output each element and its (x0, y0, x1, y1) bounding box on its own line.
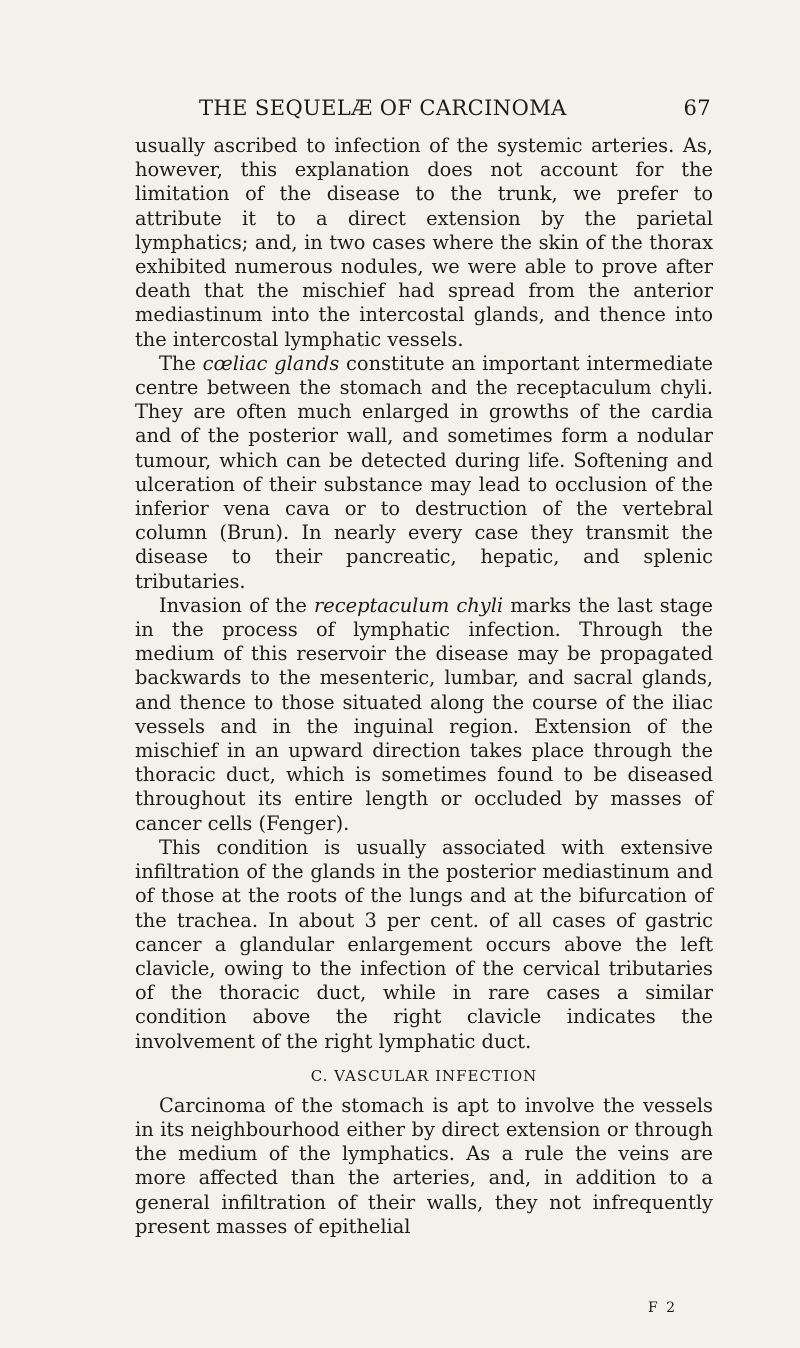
body-text (135, 134, 713, 1239)
running-title: THE SEQUELÆ OF CARCINOMA (199, 96, 567, 120)
receptaculum-chyli-term: receptaculum chyli (313, 593, 504, 617)
paragraph-3-rest: marks the last stage in the process of lymphatic infection. Through the medium of this reservoir the disease may be propagated backwards to the mesenteric, lumbar, and sacral glands, and thence to those situated along the course of the iliac vessels and in the inguinal region. Extension of the mischief in an upward direction takes place through the thoracic duct, which is sometimes found to be diseased throughout its entire length or occluded by masses of cancer cells (Fenger). (135, 593, 713, 835)
coeliac-glands-term: cœliac glands (202, 351, 340, 375)
paragraph-2-lead: The (159, 351, 203, 375)
paragraph-3 (135, 594, 713, 836)
section-heading: C. VASCULAR INFECTION (310, 1066, 538, 1085)
running-header (199, 96, 711, 126)
page-number: 67 (683, 96, 711, 120)
signature-mark: F 2 (648, 1300, 678, 1316)
paragraph-5: Carcinoma of the stomach is apt to involve the vessels in its neighbourhood either by direct extension or through the medium of the lymphatics. As a rule the veins are more affected than the arteries, and, in addition to a general infiltration of their walls, they not infrequently present masses of epithelial (135, 1093, 713, 1238)
paragraph-3-lead: Invasion of the (159, 593, 314, 617)
paragraph-2-rest: constitute an important intermediate centre between the stomach and the receptaculum chyli. They are often much enlarged in growths of the cardia and of the posterior wall, and sometimes form a nodular tumour, which can be detected during life. Softening and ulceration of their substance may lead to occlusion of the inferior vena cava or to destruction of the vertebral column (Brun). In nearly every case they transmit the disease to their pancreatic, hepatic, and splenic tributaries. (135, 351, 713, 593)
paragraph-1: usually ascribed to infection of the systemic arteries. As, however, this explanation does not account for the limitation of the disease to the trunk, we prefer to attribute it to a direct extension by the parietal lymphatics; and, in two cases where the skin of the thorax exhibited numerous nodules, we were able to prove after death that the mischief had spread from the anterior mediastinum into the intercostal glands, and thence into the intercostal lymphatic vessels. (135, 134, 713, 351)
paragraph-4: This condition is usually associated with extensive infiltration of the glands in the posterior mediastinum and of those at the roots of the lungs and at the bifurcation of the trachea. In about 3 per cent. of all cases of gastric cancer a glandular enlargement occurs above the left clavicle, owing to the infection of the cervical tributaries of the thoracic duct, while in rare cases a similar condition above the right clavicle indicates the involvement of the right lymphatic duct. (135, 835, 713, 1053)
paragraph-2 (135, 352, 713, 594)
